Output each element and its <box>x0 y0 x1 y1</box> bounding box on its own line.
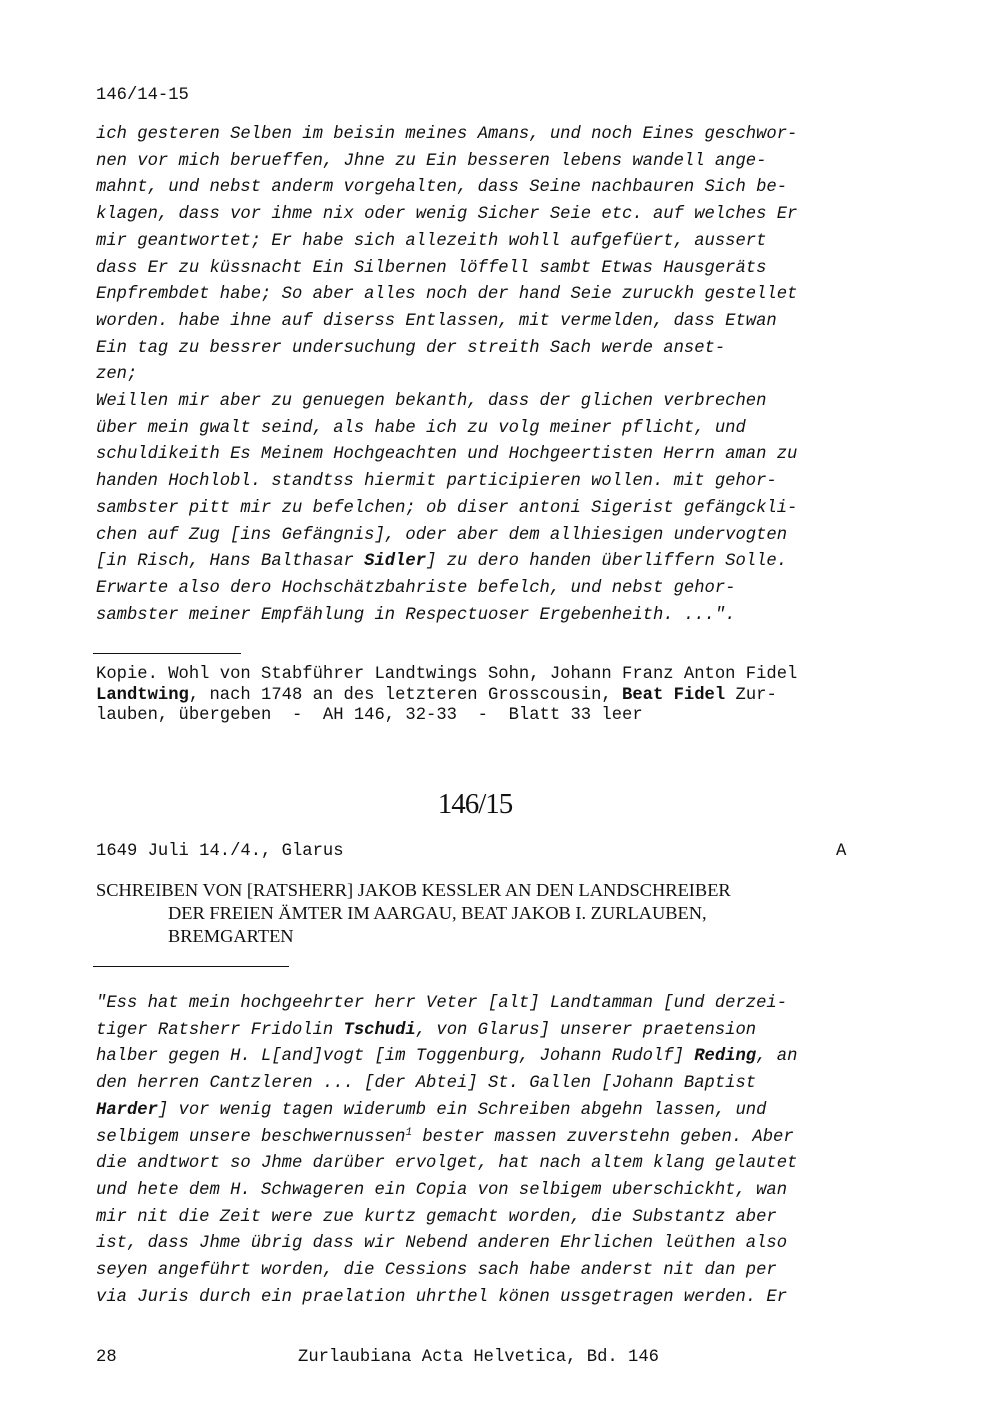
note-line: Kopie. Wohl von Stabführer Landtwings Sohn, Johann Franz Anton Fidel <box>96 665 798 684</box>
text-line: sambster meiner Empfählung in Respectuoser Ergebenheith. ...". <box>96 605 736 625</box>
text-line: ich gesteren Selben im beisin meines Amans, und noch Eines geschwor- <box>96 125 798 144</box>
text-line: klagen, dass vor ihme nix oder wenig Sicher Seie etc. auf welches Er <box>96 205 798 225</box>
name-bold: Landtwing <box>96 685 189 705</box>
text-line: nen vor mich berueffen, Jhne zu Ein besseren lebens wandell ange- <box>96 151 767 171</box>
source-note <box>96 665 797 727</box>
document-code: A <box>836 842 847 861</box>
page-ref: 146/14-15 <box>96 86 189 105</box>
text-line: tiger Ratsherr Fridolin Tschudi, von Glarus] unserer praetension <box>96 1020 757 1040</box>
text-line: handen Hochlobl. standtss hiermit participieren wollen. mit gehor- <box>96 472 777 492</box>
text-line: den herren Cantzleren ... [der Abtei] St. Gallen [Johann Baptist <box>96 1074 757 1094</box>
text-line: sambster pitt mir zu befelchen; ob diser antoni Sigerist gefängckli- <box>96 498 798 518</box>
date-place: 1649 Juli 14./4., Glarus <box>96 842 344 861</box>
title-line: BREMGARTEN <box>168 926 294 946</box>
text-line: ist, dass Jhme übrig dass wir Nebend anderen Ehrlichen leüthen also <box>96 1234 788 1254</box>
name-bold: Harder <box>96 1100 158 1120</box>
text-line: mir geantwortet; Er habe sich allezeith wohll aufgefüert, aussert <box>96 231 767 251</box>
title-line: DER FREIEN ÄMTER IM AARGAU, BEAT JAKOB I. ZURLAUBEN, <box>168 903 707 923</box>
text-line: Weillen mir aber zu genuegen bekanth, dass der glichen verbrechen <box>96 392 767 412</box>
document-number: 146/15 <box>437 788 513 820</box>
text-line: [in Risch, Hans Balthasar Sidler] zu dero handen überliffern Solle. <box>96 552 788 572</box>
text-line: halber gegen H. L[and]vogt [im Toggenburg, Johann Rudolf] Reding, an <box>96 1047 798 1067</box>
text-line: seyen angeführt worden, die Cessions sach habe anderst nit dan per <box>96 1261 777 1281</box>
text-line: zen; <box>96 365 138 385</box>
text-line: "Ess hat mein hochgeehrter herr Veter [alt] Landtamman [und derzei- <box>96 994 788 1013</box>
text-line: chen auf Zug [ins Gefängnis], oder aber dem allhiesigen undervogten <box>96 525 788 545</box>
text-line: schuldikeith Es Meinem Hochgeachten und Hochgeertisten Herrn aman zu <box>96 445 798 465</box>
title-line: SCHREIBEN VON [RATSHERR] JAKOB KESSLER AN DEN LANDSCHREIBER <box>96 880 731 900</box>
text-line: via Juris durch ein praelation uhrthel könen ussgetragen werden. Er <box>96 1287 788 1307</box>
text-line: selbigem unsere beschwernussen$^1$ bester massen zuverstehn geben. Aber <box>96 1126 794 1147</box>
name-bold: Reding <box>694 1047 757 1067</box>
text-line: Erwarte also dero Hochschätzbahriste befelch, und nebst gehor- <box>96 578 736 598</box>
text-line: mir nit die Zeit were zue kurtz gemacht worden, die Substantz aber <box>96 1207 777 1227</box>
note-divider <box>93 653 241 654</box>
series-title: Zurlaubiana Acta Helvetica, Bd. 146 <box>298 1348 659 1367</box>
letter-text <box>96 991 797 1311</box>
text-line: über mein gwalt seind, als habe ich zu volg meiner pflicht, und <box>96 418 746 438</box>
name-bold: Tschudi <box>343 1020 416 1040</box>
text-line: worden. habe ihne auf diserss Entlassen, mit vermelden, dass Etwan <box>96 311 777 331</box>
page-number: 28 <box>96 1348 117 1367</box>
name-bold: Beat Fidel <box>622 685 726 705</box>
letter-text-continued <box>96 122 797 629</box>
note-line: lauben, übergeben - AH 146, 32-33 - Blatt 33 leer <box>96 706 643 725</box>
text-line: Harder] vor wenig tagen widerumb ein Schreiben abgehn lassen, und <box>96 1100 767 1120</box>
title-divider <box>93 966 289 967</box>
text-line: Ein tag zu bessrer undersuchung der streith Sach werde anset- <box>96 338 726 358</box>
text-line: dass Er zu küssnacht Ein Silbernen löffell sambt Etwas Hausgeräts <box>96 258 767 278</box>
note-line: Landtwing, nach 1748 an des letzteren Grosscousin, Beat Fidel Zur- <box>96 685 777 705</box>
text-line: mahnt, und nebst anderm vorgehalten, dass Seine nachbauren Sich be- <box>96 178 788 198</box>
text-line: und hete dem H. Schwageren ein Copia von selbigem uberschickht, wan <box>96 1180 788 1200</box>
document-title <box>96 879 731 948</box>
text-line: die andtwort so Jhme darüber ervolget, hat nach altem klang gelautet <box>96 1154 798 1174</box>
name-bold: Sidler <box>364 552 427 572</box>
text-line: Enpfrembdet habe; So aber alles noch der hand Seie zuruckh gestellet <box>96 285 798 305</box>
footnote-marker: 1 <box>405 1126 413 1139</box>
